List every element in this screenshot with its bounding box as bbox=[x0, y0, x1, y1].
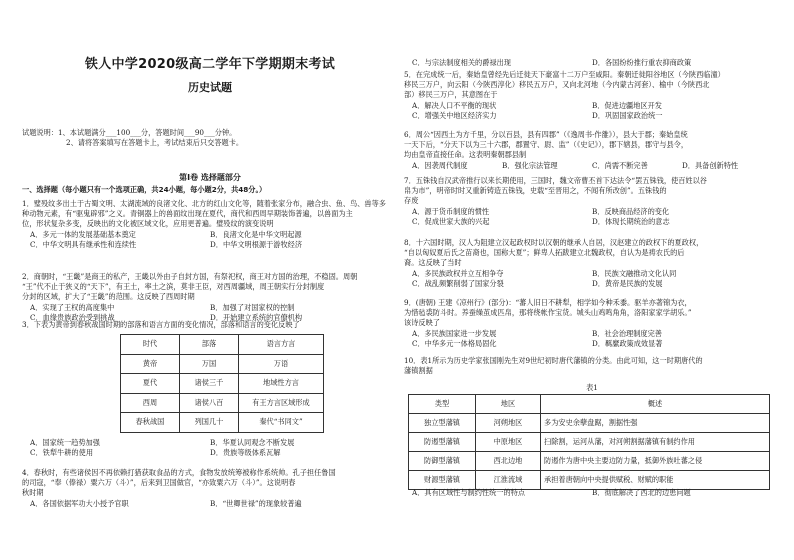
right-column bbox=[404, 0, 780, 560]
question-3-options bbox=[22, 438, 390, 458]
table-row bbox=[409, 471, 770, 490]
question-text: 帛为市”，明帝时时又重新铸造五铢钱，史载“至晋用之，不闻有所改创”。五铢钱的 bbox=[404, 186, 667, 196]
question-text: 种动物元素，有“驱鬼辟邪”之义。青铜器上的兽面纹出现在夏代，商代和西周早期装饰普遍，以兽面为主 bbox=[22, 209, 353, 219]
table-caption: 表1 bbox=[586, 383, 598, 392]
option-d: D．贵族等级体系瓦解 bbox=[210, 448, 281, 458]
table-header-cell: 部落 bbox=[180, 335, 239, 355]
question-4 bbox=[22, 468, 390, 509]
option-d: D．体现长期统治的意志 bbox=[592, 216, 670, 226]
option-b: B．“世卿世禄”的现象较普遍 bbox=[210, 498, 302, 508]
table-cell: 多为安史余孽盘踞，割据性强 bbox=[541, 414, 770, 433]
question-10 bbox=[404, 356, 772, 376]
table-cell: 河朔地区 bbox=[476, 414, 541, 433]
left-column bbox=[22, 0, 398, 560]
table-row bbox=[409, 452, 770, 471]
option-c: C．尚需不断完善 bbox=[592, 160, 648, 170]
option-a: A．解决人口不平衡的现状 bbox=[412, 100, 497, 110]
option-b: B．强化宗法管理 bbox=[502, 160, 558, 170]
table-cell: 防御型藩镇 bbox=[409, 452, 476, 471]
table-cell: 诸侯三千 bbox=[180, 374, 239, 394]
option-b: B．彻底解决了西北的边患问题 bbox=[592, 488, 691, 497]
table-cell: 扫除割，运河从藩，对河朔割据藩镇有制约作用 bbox=[541, 433, 770, 452]
question-7 bbox=[404, 176, 772, 227]
question-3: 3．下表为黄帝到春秋战国时期的部落和语言方面的变化情况，部落和语言的变化反映了 bbox=[22, 320, 300, 329]
table-cell: 防遏型藩镇 bbox=[409, 433, 476, 452]
table-row bbox=[121, 354, 324, 374]
question-text: 的司寇，“奉（俸禄）粟六万（斗）”，后来到卫国做官，“亦致粟六万（斗）”。这说明春 bbox=[22, 478, 296, 488]
question-8 bbox=[404, 238, 772, 289]
question-text: 藩镇割据 bbox=[404, 366, 433, 376]
table-cell: 独立型藩镇 bbox=[409, 414, 476, 433]
option-d: D．具备创新特性 bbox=[682, 160, 739, 170]
question-text: 存废 bbox=[404, 196, 419, 206]
option-b: B．加强了对国家权的控制 bbox=[210, 302, 295, 312]
question-text: 裔。这反映了当时 bbox=[404, 258, 462, 268]
table-cell: 列国几十 bbox=[180, 413, 239, 433]
question-text: 7．五铢钱自汉武帝推行以来长期使用，三国时，魏文帝曹丕首下达法令“罢五铢钱，使百姓以谷 bbox=[404, 176, 707, 185]
table-row bbox=[409, 433, 770, 452]
option-a: A．多元一体的发展基础基本奠定 bbox=[30, 229, 136, 239]
option-c: C．中华多元一体格局固化 bbox=[412, 338, 497, 348]
table-header-cell: 语言方言 bbox=[239, 335, 324, 355]
option-a: A．具有区域性与制约性统一的特点 bbox=[412, 488, 526, 497]
option-d: D．开始建立系统的官僚机构 bbox=[210, 312, 303, 322]
table-cell: 地域性方言 bbox=[239, 374, 324, 394]
table-cell: 夏代 bbox=[121, 374, 180, 394]
option-a: A．多民族政权并立互相争夺 bbox=[412, 268, 504, 278]
option-b: B．民族文融推动文化认同 bbox=[592, 268, 677, 278]
table-cell: 万语 bbox=[239, 354, 324, 374]
table-row bbox=[121, 413, 324, 433]
question-text: 一天下后，“分天下以为三十六郡，郡置守、尉、监”（《史记》），郡下辖县，郡守与县令， bbox=[404, 140, 689, 150]
table-header-cell: 地区 bbox=[476, 395, 541, 414]
question-text: “自以匈奴夏后氏之苗裔也，国称大夏”；鲜卑人拓跋建立北魏政权，自认为是祷农氏的后 bbox=[404, 248, 685, 258]
option-a: A．多民族国家进一步发展 bbox=[412, 328, 497, 338]
option-d: D．巩固国家政治统一 bbox=[592, 110, 663, 120]
question-text: 该诗反映了 bbox=[404, 318, 440, 328]
table-cell: 防遏作为唐中央主要边防力量，抵御外族吐蕃之侵 bbox=[541, 452, 770, 471]
table-dynasty-language bbox=[120, 334, 324, 433]
option-a: A．因袭周代制度 bbox=[412, 160, 468, 170]
option-c: C．血缘贵族政治受到挑战 bbox=[30, 312, 115, 322]
table-cell: 承担着唐朝向中央提供赋税、财赋的职能 bbox=[541, 471, 770, 490]
option-d: D．中华文明根源于游牧经济 bbox=[210, 239, 303, 249]
section-desc: 一、选择题（每小题只有一个选项正确，共24小题，每小题2分，共48分。） bbox=[22, 185, 267, 194]
table-cell: 万国 bbox=[180, 354, 239, 374]
option-c: C．增强关中地区经济实力 bbox=[412, 110, 497, 120]
table-cell: 西周 bbox=[121, 393, 180, 413]
section-title: 第Ⅰ卷 选择题部分 bbox=[179, 173, 241, 182]
option-c: C．与宗法制度相关的爵禄出现 bbox=[412, 58, 511, 67]
question-text: 9．(唐朝) 王建《凉州行》(部分)：“蕃人旧日不耕犁，相学如今种禾黍。驱羊亦著锦为衣， bbox=[404, 298, 692, 307]
option-b: B．社会治理制度完善 bbox=[592, 328, 662, 338]
table-header-row bbox=[121, 335, 324, 355]
exam-instructions bbox=[22, 128, 390, 148]
question-text: 秋时期 bbox=[22, 488, 44, 498]
option-b: B．促进边疆地区开发 bbox=[592, 100, 662, 110]
question-text: 移民三万户，向云阳（今陕西淳化）移民五万户，又向北河地（今内蒙古河套）、榆中（今陕西北 bbox=[404, 80, 710, 90]
option-d: D．各国纷纷推行重农抑商政策 bbox=[592, 58, 692, 67]
table-row bbox=[121, 374, 324, 394]
option-b: B．良渚文化是中华文明起源 bbox=[210, 229, 302, 239]
question-text: 8．十六国时期，汉人为阻建立汉起政权时以汉朝的继承人自居，汉赵建立的政权下的夏政权， bbox=[404, 238, 704, 247]
option-a: A．实现了王权的高度集中 bbox=[30, 302, 115, 312]
option-c: C．中华文明具有继承性和连续性 bbox=[30, 239, 137, 249]
question-4-options-cont bbox=[404, 58, 772, 68]
question-text: 10．表1所示为历史学家张国刚先生对9世纪初时唐代藩镇的分类。由此可知，这一时期唐代的 bbox=[404, 356, 703, 365]
question-text: 5．在完成统一后，秦始皇曾经先后迁徙天下豪富十二万户至咸阳。秦朝迁徙阳谷地区（今陕西临潼） bbox=[404, 70, 725, 79]
table-cell: 秦代“书同文” bbox=[239, 413, 324, 433]
option-a: A．源于货币制度的惯性 bbox=[412, 206, 490, 216]
question-text: 均由皇帝直接任命。这表明秦朝郡县制 bbox=[404, 150, 527, 160]
question-text: 为惜毡裘防斗时。养蚕缲茧成匹帛，那将绕帐作宝货。城头山鸡鸣角角，洛阳家家学胡乐。” bbox=[404, 308, 692, 318]
table-cell: 江淮流域 bbox=[476, 471, 541, 490]
option-d: D．羁縻政策成效显著 bbox=[592, 338, 663, 348]
exam-title: 铁人中学2020级高二学年下学期期末考试 bbox=[84, 57, 336, 72]
question-1 bbox=[22, 199, 390, 250]
question-text: 1．璧殁纹多出土于古蜀文明、太湖流域的良渚文化、北方的红山文化等，随着张家分布，融合虫、鱼、鸟、兽等多 bbox=[22, 199, 386, 208]
question-6 bbox=[404, 130, 772, 171]
question-text: 2．商朝时，“王畿”是商王的私产，王畿以外由子自封方国，有祭祀权，商王对方国的治理，不稳固。周朝 bbox=[22, 272, 358, 281]
instruction-line-2: 2、请将答案填写在答题卡上，考试结束后只交答题卡。 bbox=[66, 138, 244, 148]
question-9 bbox=[404, 298, 772, 349]
question-5 bbox=[404, 70, 772, 121]
question-text: 位，形状复杂多变，反映出的文化被区域文化，应用更普遍。璧殁纹的演变说明 bbox=[22, 219, 274, 229]
table-header-cell: 概述 bbox=[541, 395, 770, 414]
table-header-cell: 时代 bbox=[121, 335, 180, 355]
option-a: A．国家统一趋势加强 bbox=[30, 438, 100, 447]
option-c: C．铁犁牛耕的使用 bbox=[30, 448, 94, 458]
table-cell: 西北边地 bbox=[476, 452, 541, 471]
table-cell: 春秋战国 bbox=[121, 413, 180, 433]
table-header-cell: 类型 bbox=[409, 395, 476, 414]
option-b: B．反映商品经济的变化 bbox=[592, 206, 670, 216]
table-cell: 黄帝 bbox=[121, 354, 180, 374]
table-cell: 诸侯八百 bbox=[180, 393, 239, 413]
option-c: C．促成世家大族的兴起 bbox=[412, 216, 490, 226]
table-fanzhen-types bbox=[408, 394, 770, 490]
question-text: 4．春秋时，有些诸侯因不再依赖打猎获取食品的方式，食物发放统筹被称作系统帅。孔子担任鲁国 bbox=[22, 468, 336, 477]
instruction-line-1: 试题说明：1、本试题满分___100___分，答题时间___90___分钟。 bbox=[22, 128, 237, 137]
question-text: 部）移民三万户，其意图在于 bbox=[404, 90, 498, 100]
table-row bbox=[121, 393, 324, 413]
table-cell: 中原地区 bbox=[476, 433, 541, 452]
option-a: A．各国依据军功大小授予官职 bbox=[30, 498, 129, 508]
exam-subject: 历史试题 bbox=[188, 81, 232, 94]
option-d: D．黄帝是民族的发展 bbox=[592, 278, 663, 288]
table-cell: 有王方言区域形成 bbox=[239, 393, 324, 413]
table-header-row bbox=[409, 395, 770, 414]
table-cell: 财源型藩镇 bbox=[409, 471, 476, 490]
question-10-options bbox=[404, 488, 772, 498]
option-b: B．华夏认同观念不断发展 bbox=[210, 438, 295, 447]
question-text: 分封的区域，扩大了“王畿”的范围。这反映了西周时期 bbox=[22, 292, 195, 302]
table-row bbox=[409, 414, 770, 433]
question-text: 6．周公“因西土为方千里，分以百县，县有四郡”（《逸周书·作雒》），县大于郡；秦始皇统 bbox=[404, 130, 688, 139]
question-text: “王”代不止于狭义的“天下”，有王土，率土之滨，莫非王臣，对西周疆域，周王朝实行分封制度 bbox=[22, 282, 325, 292]
question-2 bbox=[22, 272, 390, 323]
option-c: C．战乱频繁削弱了国家分裂 bbox=[412, 278, 504, 288]
